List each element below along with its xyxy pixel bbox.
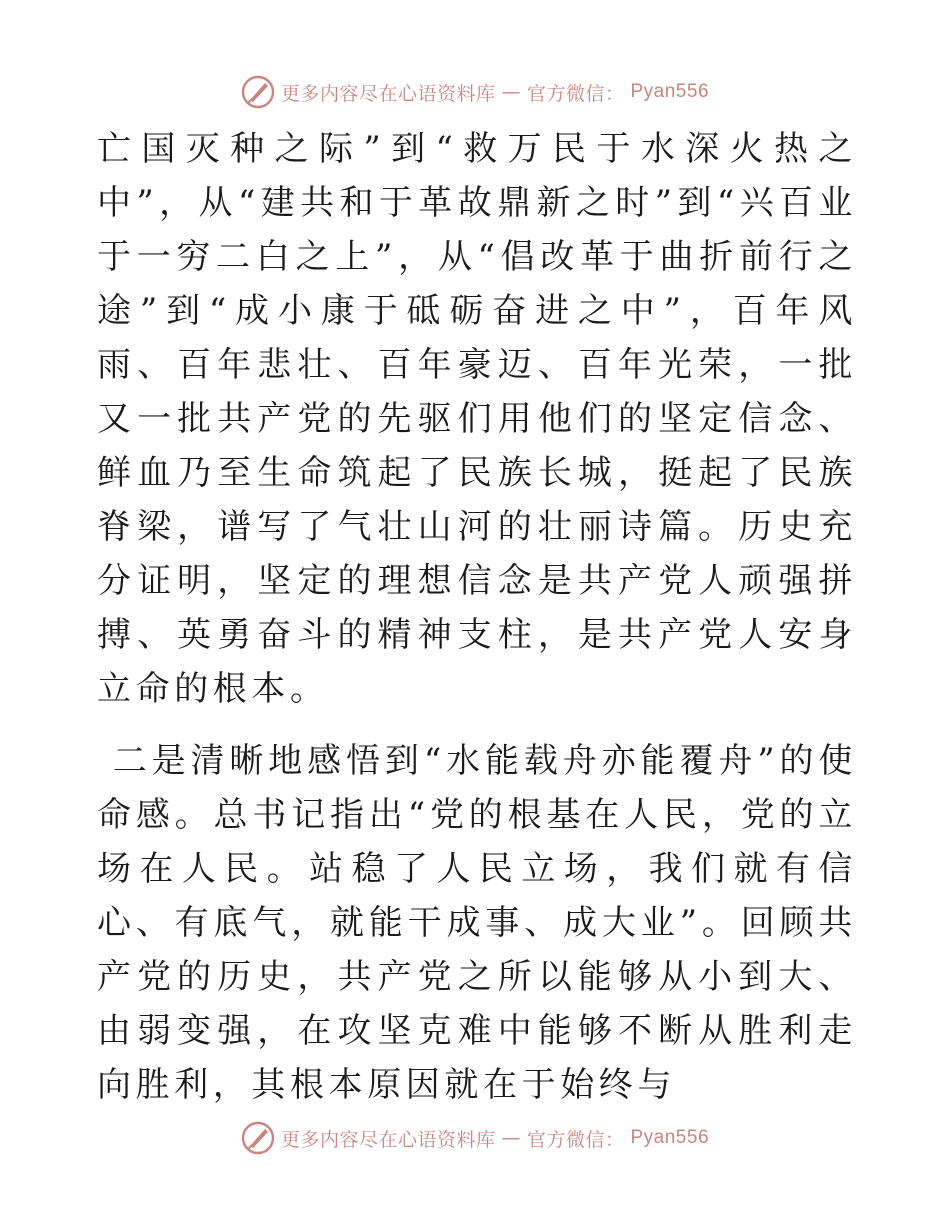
watermark-wechat-id: Pyan556 — [630, 81, 710, 102]
watermark-wechat-label: 官方微信： — [526, 1128, 625, 1151]
watermark-text: 更多内容尽在心语资料库 — [280, 1128, 496, 1151]
watermark-wechat-label: 官方微信： — [526, 82, 625, 105]
quill-logo-icon — [241, 1121, 275, 1155]
paragraph-2: 二是清晰地感悟到“水能载舟亦能覆舟”的使命感。总书记指出“党的根基在人民，党的立场在人民。站稳了人民立场，我们就有信心、有底气，就能干成事、成大业”。回顾共产党的历史，共产党之所以能够从小到大、由弱变强，在攻坚克难中能够不断从胜利走向胜利，其根本原因就在于始终与 — [97, 741, 857, 1105]
paragraph-1: 亡国灭种之际”到“救万民于水深火热之中”，从“建共和于革故鼎新之时”到“兴百业于一穷二白之上”，从“倡改革于曲折前行之途”到“成小康于砥砺奋进之中”，百年风雨、百年悲壮、百年豪迈、百年光荣，一批又一批共产党的先驱们用他们的坚定信念、鲜血乃至生命筑起了民族长城，挺起了民族脊梁，谱写了气壮山河的壮丽诗篇。历史充分证明，坚定的理想信念是共产党人顽强拼搏、英勇奋斗的精神支柱，是共产党人安身立命的根本。 — [97, 129, 857, 709]
quill-logo-icon — [241, 75, 275, 109]
watermark-separator: — — [501, 81, 521, 103]
watermark-wechat-id: Pyan556 — [630, 1127, 710, 1148]
watermark-text: 更多内容尽在心语资料库 — [280, 82, 496, 105]
header-watermark — [0, 72, 950, 112]
footer-watermark — [0, 1118, 950, 1158]
document-body — [97, 122, 857, 1112]
watermark-separator: — — [501, 1127, 521, 1149]
